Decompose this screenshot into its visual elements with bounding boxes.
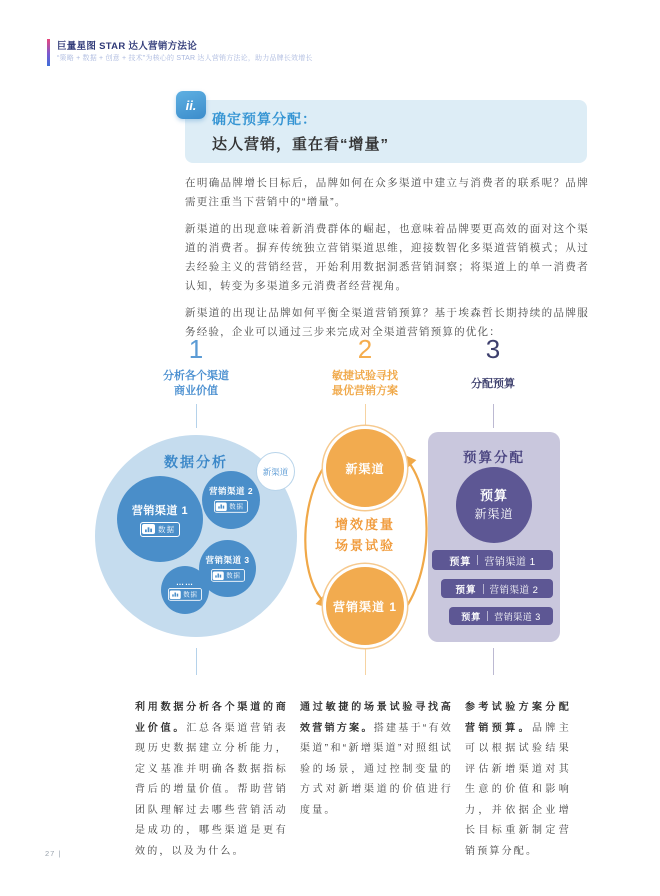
section-title-accent: 确定预算分配：: [212, 111, 317, 127]
paragraph-3: 新渠道的出现让品牌如何平衡全渠道营销预算？基于埃森哲长期持续的品牌服务经验，企业可以通过三步来完成对全渠道营销预算的优化：: [185, 307, 589, 338]
budget-row-channel-3: [449, 607, 553, 625]
step-2-description-lead: 通过敏捷的场景试验寻找高效营销方案。: [300, 702, 453, 734]
new-channel-bubble: 新渠道: [256, 452, 295, 491]
data-badge: [214, 500, 248, 513]
budget-row-channel-1: [432, 550, 553, 570]
bar-chart-icon: [212, 571, 223, 580]
connector-line-bottom-1: [196, 648, 197, 675]
budget-row-prefix: 预算: [455, 584, 477, 596]
step-2-number: 2: [357, 334, 373, 364]
budget-new-channel-circle: [456, 467, 532, 543]
budget-row-prefix: 预算: [461, 611, 482, 622]
budget-circle-line2: 新渠道: [474, 507, 514, 521]
budget-row-channel-2: [441, 579, 553, 598]
budget-circle-line1: 预算: [479, 488, 508, 503]
intro-text: [185, 174, 589, 350]
new-channel-circle: 新渠道: [323, 426, 407, 510]
step-2-label-line1: 敏捷试验寻找: [332, 370, 398, 382]
step-2-label: [295, 368, 435, 400]
paragraph-2: 新渠道的出现意味着新消费群体的崛起，也意味着品牌要更高效的面对这个渠道的消费者。摒弃传统独立营销渠道思维，迎接数智化多渠道营销模式；从过去经验主义的营销经营，开始利用数据洞悉营销洞察；将渠道上的单一消费者认知，转变为多渠道多元消费者经营视角。: [185, 223, 589, 292]
step-1-label-line1: 分析各个渠道: [163, 370, 229, 382]
data-badge: [211, 569, 245, 582]
data-badge: [168, 588, 202, 601]
step-2-description: [300, 698, 453, 821]
channel-1-circle: 营销渠道 1: [323, 564, 407, 648]
document-title: 巨量星图 STAR 达人营销方法论: [57, 41, 198, 52]
channel-2-bubble: [202, 471, 260, 529]
cycle-caption: [295, 514, 435, 556]
step-3-description: [465, 698, 571, 862]
step-3-number: 3: [485, 334, 501, 364]
paragraph-1: 在明确品牌增长目标后，品牌如何在众多渠道中建立与消费者的联系呢？品牌需更注重当下营销中的“增量”。: [185, 177, 589, 208]
channel-more-label: ……: [176, 577, 194, 587]
connector-line-top-1: [196, 404, 197, 428]
step-2-label-line2: 最优营销方案: [332, 385, 398, 397]
channel-2-label: 营销渠道 2: [208, 486, 254, 496]
step-1-description-body: 汇总各渠道营销表现历史数据建立分析能力，定义基准并明确各数据指标背后的增量价值。帮助营销团队理解过去哪些营销活动是成功的，哪些渠道是更有效的，以及为什么。: [135, 722, 288, 857]
data-badge-label: 数据: [225, 571, 241, 579]
channel-1-bubble: [117, 476, 203, 562]
cycle-caption-line2: 场景试验: [334, 538, 395, 553]
header-accent-bar: [47, 39, 50, 66]
bar-chart-icon: [216, 502, 227, 511]
connector-line-bottom-3: [493, 648, 494, 675]
step-1-label: [126, 368, 266, 400]
step-3-label: [423, 368, 563, 400]
channel-3-label: 营销渠道 3: [205, 554, 250, 565]
channel-1-label: 营销渠道 1: [131, 504, 189, 517]
step-1-description: [135, 698, 288, 862]
step-1-number: 1: [188, 334, 204, 364]
section-number-badge: ii.: [176, 91, 206, 119]
step-1-header: [126, 334, 266, 400]
step-3-description-lead: 参考试验方案分配营销预算。: [465, 702, 571, 734]
budget-row-label: 营销渠道 2: [489, 584, 539, 596]
budget-row-label: 营销渠道 3: [494, 611, 541, 622]
connector-line-top-3: [493, 404, 494, 428]
step-1-description-lead: 利用数据分析各个渠道的商业价值。: [135, 702, 288, 734]
step-3-label-line1: 分配预算: [471, 377, 515, 390]
data-badge-label: 数据: [229, 502, 244, 511]
divider: [483, 584, 484, 594]
step-3-header: [423, 334, 563, 400]
channel-more-bubble: [161, 566, 209, 614]
step-3-description-body: 品牌主可以根据试验结果评估新增渠道对其生意的价值和影响力，并依据企业增长目标重新制定营销预算分配。: [465, 722, 571, 857]
data-analysis-title: 数据分析: [164, 454, 228, 470]
bar-chart-icon: [142, 524, 155, 534]
data-badge-label: 数据: [183, 590, 198, 598]
step-2-header: [295, 334, 435, 400]
document-subtitle: “策略 + 数据 + 创意 + 技术”为核心的 STAR 达人营销方法论，助力品牌长效增长: [57, 55, 313, 62]
budget-row-prefix: 预算: [449, 556, 472, 568]
cycle-caption-line1: 增效度量: [334, 517, 395, 532]
budget-panel-title: 预算分配: [463, 450, 525, 465]
section-title-main: 达人营销，重在看“增量”: [212, 136, 390, 153]
bar-chart-icon: [170, 590, 181, 599]
step-2-description-body: 搭建基于“有效渠道”和“新增渠道”对照组试验的场景，通过控制变量的方式对新增渠道的价值进行度量。: [300, 722, 453, 816]
data-badge: [140, 522, 180, 537]
divider: [477, 555, 478, 565]
budget-row-label: 营销渠道 1: [484, 556, 536, 568]
divider: [487, 611, 488, 621]
data-badge-label: 数据: [158, 524, 175, 534]
page-number: 27 |: [45, 849, 62, 858]
step-1-label-line2: 商业价值: [174, 385, 218, 397]
